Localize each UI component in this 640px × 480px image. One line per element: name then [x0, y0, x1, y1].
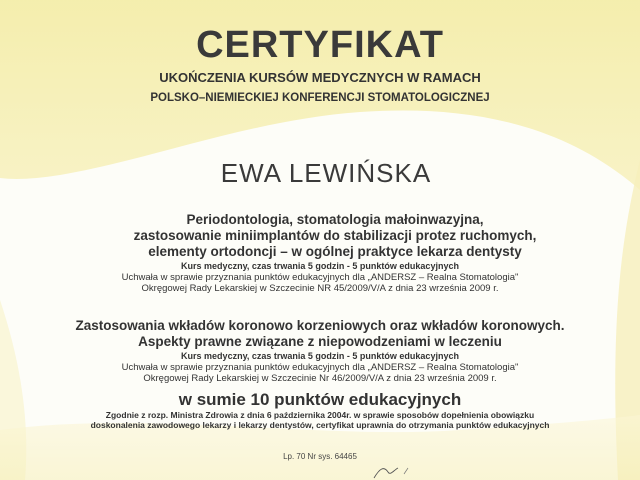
- course-block-2: [0, 318, 640, 384]
- legal-note: [0, 410, 640, 430]
- course-1-title-line1: Periodontologia, stomatologia małoinwazyjna,: [186, 212, 484, 227]
- course-2-resolution-line2: Okręgowej Rady Lekarskiej w Szczecinie Nr 46/2009/V/A z dnia 23 września 2009 r.: [143, 373, 497, 384]
- course-1-title-line2: zastosowanie miniimplantów do stabilizacji protez ruchomych,: [133, 228, 537, 243]
- course-1-resolution-line1: Uchwała w sprawie przyznania punktów edukacyjnych dla „ANDERSZ – Realna Stomatologia": [121, 272, 519, 283]
- course-1-title-line3: elementy ortodoncji – w ogólnej praktyce lekarza dentysty: [148, 244, 522, 259]
- legal-note-line2: doskonalenia zawodowego lekarzy i lekarzy dentystów, certyfikat uprawnia do otrzymania punktów edukacyjnych: [90, 420, 550, 430]
- certificate-subtitle-line2: POLSKO–NIEMIECKIEJ KONFERENCJI STOMATOLOGICZNEJ: [150, 92, 490, 104]
- course-1-resolution-line2: Okręgowej Rady Lekarskiej w Szczecinie NR 45/2009/V/A z dnia 23 września 2009 r.: [141, 283, 499, 294]
- registration-number: Lp. 70 Nr sys. 64465: [283, 452, 357, 461]
- course-2-info: Kurs medyczny, czas trwania 5 godzin - 5 punktów edukacyjnych: [181, 351, 459, 361]
- recipient-name: EWA LEWIŃSKA: [220, 158, 432, 188]
- signature-mark: [370, 462, 430, 480]
- certificate-title: CERTYFIKAT: [196, 24, 444, 66]
- total-points: w sumie 10 punktów edukacyjnych: [178, 390, 462, 409]
- course-block-1: [0, 212, 640, 294]
- course-2-title-line1: Zastosowania wkładów koronowo korzeniowych oraz wkładów koronowych.: [75, 318, 565, 333]
- course-1-info: Kurs medyczny, czas trwania 5 godzin - 5 punktów edukacyjnych: [181, 261, 459, 271]
- course-2-title-line2: Aspekty prawne związane z niepowodzeniami w leczeniu: [138, 334, 502, 349]
- legal-note-line1: Zgodnie z rozp. Ministra Zdrowia z dnia 6 października 2004r. w sprawie sposobów dopełnienia obowiązku: [105, 410, 535, 420]
- course-2-resolution-line1: Uchwała w sprawie przyznania punktów edukacyjnych dla „ANDERSZ – Realna Stomatologia": [121, 362, 519, 373]
- certificate-subtitle-line1: UKOŃCZENIA KURSÓW MEDYCZNYCH W RAMACH: [159, 70, 481, 85]
